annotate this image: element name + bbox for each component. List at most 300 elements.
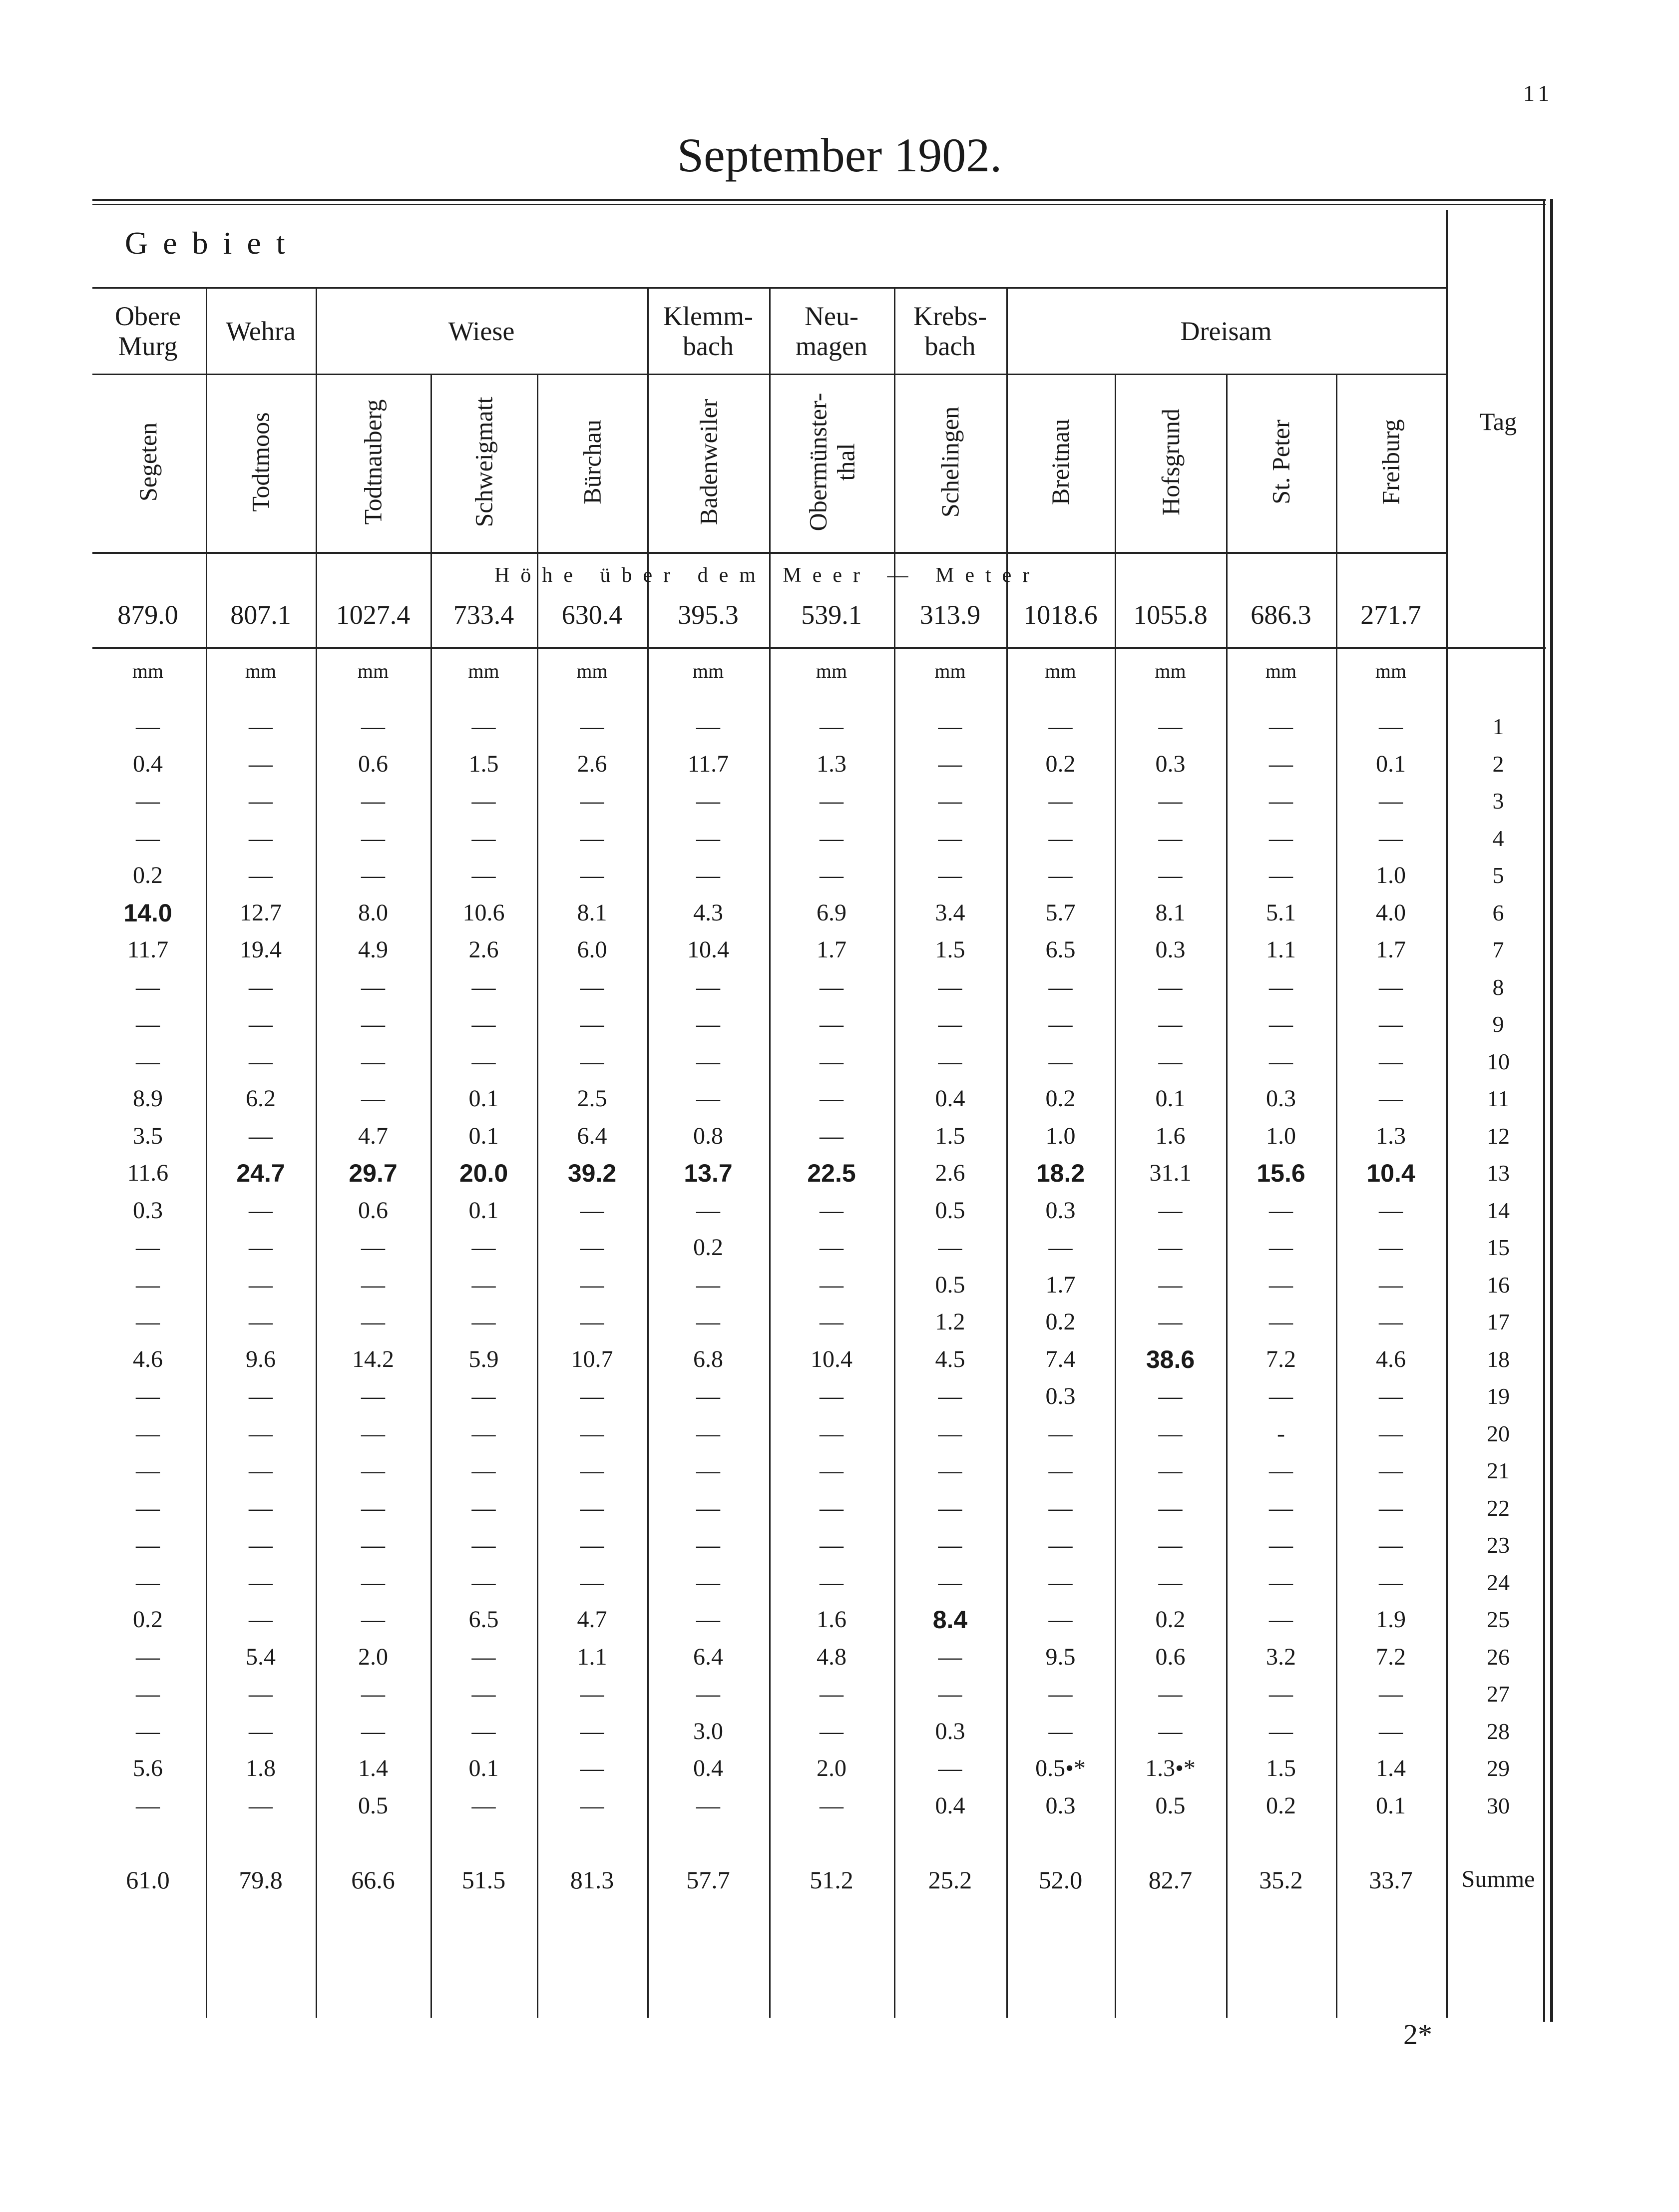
table-cell: — <box>1048 713 1073 740</box>
table-cell: 0.3 <box>133 1197 163 1224</box>
table-cell: — <box>580 1569 604 1596</box>
table-cell: — <box>249 750 273 777</box>
table-cell: — <box>1048 1234 1073 1261</box>
unit-label: mm <box>1375 660 1407 682</box>
table-cell: 0.1 <box>468 1197 499 1224</box>
table-cell: — <box>696 1197 720 1224</box>
table-cell: 7.4 <box>1045 1345 1076 1372</box>
table-cell: — <box>580 825 604 852</box>
table-cell: — <box>580 1718 604 1745</box>
station-header <box>328 387 418 537</box>
station-elevation: 733.4 <box>453 600 514 630</box>
table-cell: 31.1 <box>1149 1160 1192 1186</box>
station-elevation: 686.3 <box>1251 600 1311 630</box>
table-cell: — <box>820 788 843 814</box>
table-cell: 4.3 <box>693 899 723 926</box>
table-cell: 0.4 <box>693 1755 723 1781</box>
table-cell: — <box>1379 713 1403 740</box>
table-cell: — <box>361 1494 385 1521</box>
table-cell: 6.5 <box>468 1606 499 1633</box>
table-cell: 1.0 <box>1045 1122 1076 1149</box>
table-cell: — <box>1269 1606 1293 1633</box>
day-number: 4 <box>1492 825 1504 851</box>
table-cell: — <box>1379 1085 1403 1112</box>
day-number: 20 <box>1487 1420 1510 1446</box>
table-cell: 0.5 <box>1155 1792 1186 1819</box>
day-number: 7 <box>1492 937 1504 962</box>
rule-top <box>92 199 1546 201</box>
table-cell: — <box>1269 973 1293 1000</box>
footnote-mark: 2* <box>1403 2018 1432 2051</box>
table-cell: 0.1 <box>1155 1085 1186 1112</box>
table-cell: 38.6 <box>1146 1345 1195 1373</box>
table-cell: — <box>820 1532 843 1558</box>
table-cell: — <box>1048 1048 1073 1075</box>
table-cell: — <box>580 1532 604 1558</box>
table-cell: — <box>1158 862 1183 888</box>
table-cell: 1.5 <box>1266 1755 1296 1781</box>
table-cell: — <box>938 862 962 888</box>
day-number: 15 <box>1487 1235 1510 1260</box>
table-cell: 0.3 <box>1155 936 1186 963</box>
table-cell: — <box>1158 1234 1183 1261</box>
table-cell: — <box>820 1792 843 1819</box>
table-cell: — <box>580 1792 604 1819</box>
table-cell: 4.0 <box>1376 899 1406 926</box>
table-cell: 0.1 <box>468 1085 499 1112</box>
table-cell: — <box>361 973 385 1000</box>
table-cell: — <box>471 1681 496 1707</box>
day-number: 29 <box>1487 1756 1510 1781</box>
group-header: Neu- magen <box>796 301 867 361</box>
table-cell: 29.7 <box>349 1159 398 1187</box>
table-cell: — <box>136 1420 160 1447</box>
table-cell: 10.6 <box>462 899 505 926</box>
table-cell: — <box>580 862 604 888</box>
table-cell: — <box>136 1792 160 1819</box>
table-cell: — <box>249 1532 273 1558</box>
table-cell: — <box>136 1048 160 1075</box>
table-cell: — <box>938 750 962 777</box>
table-cell: — <box>820 1234 843 1261</box>
station-sum: 66.6 <box>351 1866 395 1894</box>
table-cell: 4.9 <box>358 936 388 963</box>
station-name: Obermünster- thal <box>804 393 859 531</box>
table-cell: — <box>1379 1383 1403 1409</box>
station-elevation: 630.4 <box>561 600 623 630</box>
table-cell: — <box>580 713 604 740</box>
table-cell: 1.7 <box>1376 936 1406 963</box>
table-cell: — <box>1379 1011 1403 1037</box>
table-cell: — <box>1269 1532 1293 1558</box>
table-cell: — <box>1048 1011 1073 1037</box>
table-cell: — <box>471 1718 496 1745</box>
table-cell: 0.5 <box>935 1271 965 1298</box>
table-cell: 10.4 <box>811 1345 852 1372</box>
station-elevation: 1027.4 <box>336 600 411 630</box>
table-cell: — <box>249 1197 273 1224</box>
table-cell: 0.2 <box>1045 1085 1076 1112</box>
table-cell: — <box>249 1122 273 1149</box>
table-cell: 0.3 <box>1045 1197 1076 1224</box>
table-cell: 6.4 <box>577 1122 607 1149</box>
table-cell: — <box>1158 1569 1183 1596</box>
table-cell: — <box>1158 1457 1183 1484</box>
table-cell: — <box>696 1383 720 1409</box>
table-cell: — <box>1269 1048 1293 1075</box>
table-cell: 14.2 <box>352 1345 394 1372</box>
day-number: 14 <box>1487 1197 1510 1223</box>
day-number: 16 <box>1487 1272 1510 1298</box>
table-cell: — <box>1158 1494 1183 1521</box>
day-number: 11 <box>1487 1086 1510 1111</box>
tag-header: Tag <box>1479 408 1517 436</box>
table-cell: 1.5 <box>935 936 965 963</box>
table-cell: — <box>1158 1681 1183 1707</box>
table-cell: — <box>938 1048 962 1075</box>
table-cell: — <box>1048 1718 1073 1745</box>
table-cell: — <box>1048 788 1073 814</box>
table-cell: 19.4 <box>240 936 282 963</box>
table-cell: — <box>136 973 160 1000</box>
table-cell: 6.8 <box>693 1345 723 1372</box>
table-cell: 0.4 <box>935 1792 965 1819</box>
table-cell: 0.2 <box>1155 1606 1186 1633</box>
table-cell: 11.7 <box>127 936 169 963</box>
table-cell: 1.3 <box>817 750 846 777</box>
table-cell: 5.1 <box>1266 899 1296 926</box>
table-cell: 0.2 <box>693 1234 723 1261</box>
station-header <box>103 387 193 537</box>
station-sum: 33.7 <box>1369 1866 1413 1894</box>
day-number: 25 <box>1487 1607 1510 1632</box>
table-cell: — <box>1379 1457 1403 1484</box>
table-cell: 4.6 <box>133 1345 163 1372</box>
table-cell: 2.6 <box>577 750 607 777</box>
table-cell: — <box>820 1383 843 1409</box>
table-cell: 1.0 <box>1376 862 1406 888</box>
station-header <box>439 387 529 537</box>
table-cell: — <box>1158 1532 1183 1558</box>
day-number: 26 <box>1487 1644 1510 1670</box>
table-cell: 1.9 <box>1376 1606 1406 1633</box>
table-cell: — <box>696 1494 720 1521</box>
day-number: 24 <box>1487 1569 1510 1595</box>
table-cell: — <box>1379 1234 1403 1261</box>
table-cell: 0.2 <box>133 1606 163 1633</box>
table-cell: 12.7 <box>240 899 282 926</box>
station-sum: 35.2 <box>1259 1866 1303 1894</box>
station-sum: 57.7 <box>686 1866 730 1894</box>
table-cell: 1.4 <box>358 1755 388 1781</box>
table-cell: 7.2 <box>1376 1643 1406 1670</box>
table-cell: — <box>249 1420 273 1447</box>
station-name: Segeten <box>134 422 162 502</box>
table-cell: — <box>580 1383 604 1409</box>
group-header: Klemm- bach <box>663 301 753 361</box>
table-cell: — <box>1158 1048 1183 1075</box>
table-cell: — <box>361 1569 385 1596</box>
table-cell: — <box>361 862 385 888</box>
group-header: Wehra <box>226 316 296 346</box>
table-cell: 4.7 <box>577 1606 607 1633</box>
table-cell: — <box>361 1420 385 1447</box>
station-elevation: 395.3 <box>678 600 739 630</box>
rule-elevation <box>92 647 1546 649</box>
station-sum: 25.2 <box>928 1866 972 1894</box>
table-cell: — <box>1158 1309 1183 1335</box>
page-number: 11 <box>1523 80 1554 106</box>
table-cell: — <box>820 1048 843 1075</box>
table-cell: 1.8 <box>246 1755 276 1781</box>
station-name: Badenweiler <box>694 399 723 525</box>
table-cell: 39.2 <box>567 1159 617 1187</box>
station-name: Freiburg <box>1376 419 1405 505</box>
table-cell: — <box>1269 1383 1293 1409</box>
table-cell: 8.1 <box>1155 899 1186 926</box>
table-cell: — <box>1158 1197 1183 1224</box>
table-cell: — <box>361 788 385 814</box>
table-cell: 5.6 <box>133 1755 163 1781</box>
day-number: 3 <box>1492 788 1504 814</box>
table-cell: 22.5 <box>807 1159 856 1187</box>
table-cell: — <box>249 973 273 1000</box>
table-cell: 6.4 <box>693 1643 723 1670</box>
table-cell: 9.5 <box>1045 1643 1076 1670</box>
table-cell: — <box>820 1457 843 1484</box>
table-cell: — <box>938 1011 962 1037</box>
table-cell: — <box>136 1643 160 1670</box>
table-cell: — <box>580 1494 604 1521</box>
table-cell: — <box>1158 1271 1183 1298</box>
station-name: Todtmoos <box>247 412 275 512</box>
table-cell: — <box>1048 825 1073 852</box>
station-sum: 81.3 <box>570 1866 614 1894</box>
table-cell: — <box>249 713 273 740</box>
table-cell: — <box>580 973 604 1000</box>
table-cell: — <box>361 1532 385 1558</box>
station-name: Bürchau <box>578 420 606 504</box>
table-cell: 2.0 <box>358 1643 388 1670</box>
table-cell: — <box>580 788 604 814</box>
table-cell: — <box>580 1048 604 1075</box>
table-cell: — <box>249 1011 273 1037</box>
table-cell: 1.1 <box>577 1643 607 1670</box>
table-cell: 0.2 <box>1266 1792 1296 1819</box>
table-cell: — <box>136 1271 160 1298</box>
unit-label: mm <box>132 660 164 682</box>
table-cell: — <box>471 1643 496 1670</box>
table-cell: 6.0 <box>577 936 607 963</box>
table-cell: — <box>820 1271 843 1298</box>
table-cell: — <box>820 1197 843 1224</box>
table-cell: — <box>820 862 843 888</box>
table-cell: — <box>361 1234 385 1261</box>
table-cell: 20.0 <box>459 1159 508 1187</box>
station-elevation: 1055.8 <box>1133 600 1208 630</box>
group-header: Wiese <box>448 316 515 346</box>
station-header <box>547 387 637 537</box>
table-cell: — <box>820 713 843 740</box>
unit-label: mm <box>245 660 277 682</box>
table-cell: — <box>820 1681 843 1707</box>
table-cell: — <box>820 1309 843 1335</box>
table-cell: — <box>1158 1718 1183 1745</box>
table-cell: — <box>1379 1048 1403 1075</box>
station-sum: 52.0 <box>1038 1866 1083 1894</box>
day-number: 23 <box>1487 1532 1510 1558</box>
table-cell: — <box>580 1420 604 1447</box>
day-number: 28 <box>1487 1718 1510 1744</box>
rule-top-thin <box>92 204 1546 205</box>
table-cell: — <box>696 1606 720 1633</box>
unit-label: mm <box>1265 660 1297 682</box>
table-cell: — <box>361 713 385 740</box>
table-cell: — <box>1269 1011 1293 1037</box>
unit-label: mm <box>816 660 847 682</box>
unit-label: mm <box>468 660 499 682</box>
table-cell: 8.1 <box>577 899 607 926</box>
table-cell: — <box>361 1271 385 1298</box>
table-cell: — <box>471 1383 496 1409</box>
table-cell: — <box>938 788 962 814</box>
table-cell: — <box>696 1681 720 1707</box>
table-cell: — <box>820 1420 843 1447</box>
table-cell: — <box>820 1122 843 1149</box>
table-cell: 4.5 <box>935 1345 965 1372</box>
table-cell: — <box>471 1234 496 1261</box>
table-cell: — <box>696 1792 720 1819</box>
table-cell: — <box>361 1011 385 1037</box>
table-cell: 0.2 <box>1045 1309 1076 1335</box>
table-cell: — <box>1048 1569 1073 1596</box>
table-cell: — <box>249 825 273 852</box>
table-cell: — <box>361 1048 385 1075</box>
table-cell: — <box>1269 750 1293 777</box>
day-number: 9 <box>1492 1011 1504 1037</box>
table-cell: — <box>820 1569 843 1596</box>
table-cell: 1.5 <box>935 1122 965 1149</box>
station-elevation: 879.0 <box>117 600 178 630</box>
table-cell: 0.5•* <box>1035 1755 1086 1781</box>
table-cell: — <box>249 1383 273 1409</box>
table-cell: — <box>249 1718 273 1745</box>
table-cell: — <box>696 1271 720 1298</box>
table-cell: — <box>1379 825 1403 852</box>
table-cell: — <box>938 1420 962 1447</box>
station-header <box>1126 387 1216 537</box>
table-cell: — <box>696 1457 720 1484</box>
table-cell: — <box>136 1234 160 1261</box>
table-cell: — <box>136 713 160 740</box>
table-cell: 10.4 <box>687 936 729 963</box>
table-cell: 0.6 <box>358 1197 388 1224</box>
table-cell: 0.5 <box>358 1792 388 1819</box>
table-cell: 0.1 <box>1376 1792 1406 1819</box>
day-number: 19 <box>1487 1383 1510 1409</box>
station-name: Schweigmatt <box>469 397 498 527</box>
table-cell: — <box>1269 713 1293 740</box>
table-cell: — <box>1158 1420 1183 1447</box>
day-number: 2 <box>1492 751 1504 777</box>
table-cell: — <box>471 1271 496 1298</box>
gebiet-label: Gebiet <box>125 225 300 261</box>
unit-label: mm <box>1045 660 1076 682</box>
table-cell: — <box>1158 1383 1183 1409</box>
table-cell: — <box>249 1234 273 1261</box>
table-cell: — <box>249 1271 273 1298</box>
table-cell: 2.5 <box>577 1085 607 1112</box>
table-cell: — <box>249 1569 273 1596</box>
table-cell: — <box>1158 788 1183 814</box>
table-cell: 8.0 <box>358 899 388 926</box>
table-cell: 4.7 <box>358 1122 388 1149</box>
table-cell: — <box>471 1532 496 1558</box>
station-elevation: 271.7 <box>1360 600 1421 630</box>
table-cell: — <box>471 1494 496 1521</box>
station-header <box>216 387 306 537</box>
table-cell: — <box>471 1792 496 1819</box>
table-cell: 6.5 <box>1045 936 1076 963</box>
table-cell: 0.2 <box>133 862 163 888</box>
table-cell: — <box>1379 1197 1403 1224</box>
table-cell: - <box>1277 1420 1285 1447</box>
table-cell: — <box>1379 1271 1403 1298</box>
table-cell: — <box>820 1085 843 1112</box>
table-cell: — <box>1158 1011 1183 1037</box>
table-cell: — <box>1269 1197 1293 1224</box>
table-cell: — <box>938 1234 962 1261</box>
table-cell: — <box>1269 1718 1293 1745</box>
table-cell: 0.2 <box>1045 750 1076 777</box>
elevation-caption: Höhe über dem Meer — Meter <box>494 564 1041 587</box>
station-header <box>663 387 753 537</box>
table-cell: — <box>580 1197 604 1224</box>
table-cell: — <box>136 1569 160 1596</box>
table-cell: 5.9 <box>468 1345 499 1372</box>
table-cell: 4.6 <box>1376 1345 1406 1372</box>
station-elevation: 1018.6 <box>1023 600 1098 630</box>
table-cell: — <box>136 1309 160 1335</box>
table-cell: — <box>471 973 496 1000</box>
day-number: 22 <box>1487 1495 1510 1521</box>
table-cell: — <box>938 1383 962 1409</box>
table-cell: — <box>361 1457 385 1484</box>
table-cell: 3.4 <box>935 899 965 926</box>
table-cell: — <box>136 788 160 814</box>
unit-label: mm <box>357 660 389 682</box>
station-name: St. Peter <box>1267 420 1295 504</box>
table-cell: — <box>249 1048 273 1075</box>
day-number: 6 <box>1492 899 1504 925</box>
day-number: 21 <box>1487 1458 1510 1483</box>
table-cell: — <box>471 1569 496 1596</box>
table-cell: 15.6 <box>1257 1159 1305 1187</box>
day-number: 1 <box>1492 714 1504 739</box>
table-cell: — <box>696 1569 720 1596</box>
table-cell: — <box>1269 1309 1293 1335</box>
table-cell: — <box>696 713 720 740</box>
border-right-inner <box>1550 199 1553 2022</box>
table-cell: — <box>938 973 962 1000</box>
table-cell: 1.0 <box>1266 1122 1296 1149</box>
unit-label: mm <box>576 660 608 682</box>
table-cell: — <box>696 862 720 888</box>
day-number: 30 <box>1487 1792 1510 1818</box>
station-header <box>905 387 995 537</box>
table-cell: — <box>249 1494 273 1521</box>
table-cell: — <box>471 788 496 814</box>
